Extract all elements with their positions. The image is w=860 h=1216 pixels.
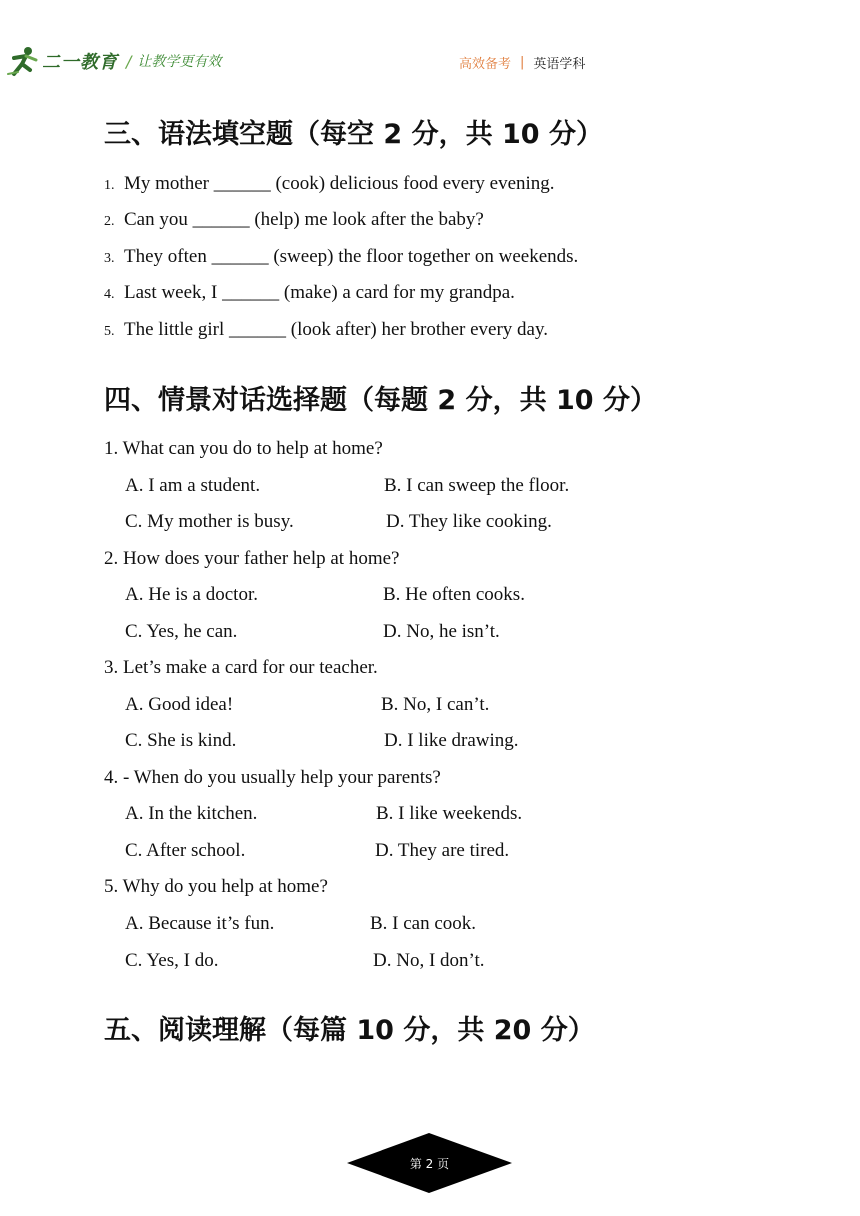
option-a: A. Good idea! — [125, 694, 234, 715]
question-text: 2. How does your father help at home? — [104, 548, 400, 569]
option-a: A. Because it’s fun. — [125, 913, 275, 934]
page-footer — [347, 1133, 512, 1193]
item-number: 4. — [104, 287, 115, 302]
item-text: They often ______ (sweep) the floor together on weekends. — [124, 246, 579, 267]
item-text: Last week, I ______ (make) a card for my grandpa. — [124, 282, 515, 303]
option-a: A. In the kitchen. — [125, 803, 258, 824]
question-text: 5. Why do you help at home? — [104, 876, 328, 897]
item-number: 2. — [104, 214, 115, 229]
option-c: C. After school. — [125, 840, 246, 861]
list-item — [104, 282, 515, 304]
runner-logo-icon — [6, 44, 40, 78]
option-b: B. I can sweep the floor. — [384, 475, 570, 496]
option-b: B. No, I can’t. — [381, 694, 490, 715]
option-b: B. He often cooks. — [383, 584, 525, 605]
section-3-title: 三、语法填空题（每空 2 分，共 10 分） — [104, 119, 603, 150]
brand-name: 二一教育 — [42, 52, 118, 73]
option-d: D. No, I don’t. — [373, 950, 485, 971]
item-text: The little girl ______ (look after) her brother every day. — [124, 319, 549, 340]
logo — [6, 44, 221, 78]
item-text: My mother ______ (cook) delicious food every evening. — [124, 173, 555, 194]
list-item — [104, 246, 578, 268]
slogan-divider: / — [126, 51, 132, 71]
question-text: 3. Let’s make a card for our teacher. — [104, 657, 378, 678]
page-header — [0, 0, 860, 100]
item-number: 5. — [104, 324, 115, 339]
option-d: D. They are tired. — [375, 840, 510, 861]
option-c: C. My mother is busy. — [125, 511, 294, 532]
option-d: D. No, he isn’t. — [383, 621, 500, 642]
header-tags — [459, 53, 585, 72]
list-item — [104, 209, 484, 231]
option-b: B. I can cook. — [370, 913, 477, 934]
option-d: D. They like cooking. — [386, 511, 552, 532]
header-tag: 高效备考 — [459, 57, 512, 72]
header-subject: 英语学科 — [533, 57, 586, 72]
item-number: 1. — [104, 178, 115, 193]
question-text: 1. What can you do to help at home? — [104, 438, 383, 459]
option-c: C. Yes, I do. — [125, 950, 219, 971]
question-text: 4. - When do you usually help your parents? — [104, 767, 441, 788]
option-b: B. I like weekends. — [376, 803, 523, 824]
item-text: Can you ______ (help) me look after the baby? — [124, 209, 484, 230]
section-5-title: 五、阅读理解（每篇 10 分，共 20 分） — [104, 1015, 595, 1046]
option-d: D. I like drawing. — [384, 730, 519, 751]
section-4-title: 四、情景对话选择题（每题 2 分，共 10 分） — [104, 385, 657, 416]
header-separator: | — [520, 55, 525, 70]
option-c: C. Yes, he can. — [125, 621, 238, 642]
option-a: A. I am a student. — [125, 475, 261, 496]
list-item — [104, 173, 555, 195]
list-item — [104, 319, 548, 341]
option-a: A. He is a doctor. — [125, 584, 258, 605]
item-number: 3. — [104, 251, 115, 266]
page-number: 第 2 页 — [409, 1157, 450, 1171]
option-c: C. She is kind. — [125, 730, 237, 751]
slogan: 让教学更有效 — [137, 54, 222, 70]
